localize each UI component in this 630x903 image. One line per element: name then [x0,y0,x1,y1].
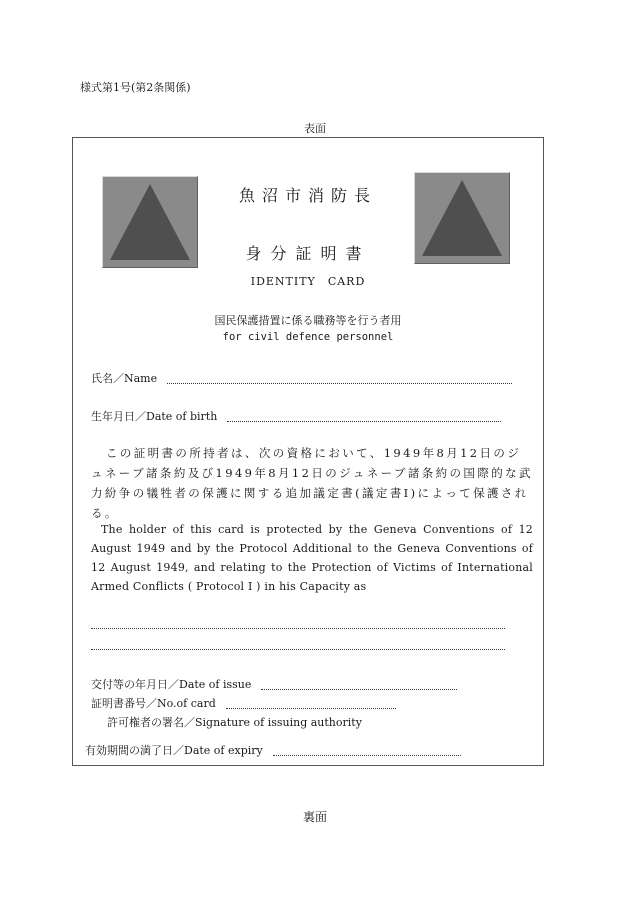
identity-card-front [72,137,544,766]
form-number: 様式第1号(第2条関係) [80,81,191,94]
card-number-field[interactable] [91,695,396,711]
issue-date-field[interactable] [91,676,457,692]
signature-label: 許可権者の署名／Signature of issuing authority [107,716,362,729]
card-title: 身分証明書 [245,244,371,263]
capacity-input-line-2[interactable] [91,649,505,650]
name-label: 氏名／Name [91,372,158,385]
back-side-label: 裏面 [302,810,327,824]
birth-date-field[interactable] [91,408,501,424]
protection-statement-japanese: この証明書の所持者は、次の資格において、1949年8月12日のジュネーブ諸条約及び1949年8月12日のジュネーブ諸条約の国際的な武力紛争の犠牲者の保護に関する追加議定書(議定書Ⅰ)によって保護される。 [91,446,533,520]
protection-statement-english: The holder of this card is protected by the Geneva Conventions of 12 August 1949 and by the Protocol Additional to the Geneva Conventions of 12 August 1949, and relating to the Protection of Victims of International Armed Conflicts ( Protocol I ) in his Capacity as [91,523,533,593]
card-number-input-line[interactable] [226,708,396,709]
card-number-label: 証明書番号／No.of card [91,697,216,710]
card-purpose: 国民保護措置に係る職務等を行う者用 [214,314,402,327]
expiry-date-field[interactable] [85,742,461,758]
card-purpose-english: for civil defence personnel [222,331,394,343]
signature-field [107,714,362,730]
expiry-date-input-line[interactable] [273,755,461,756]
name-input-line[interactable] [167,383,512,384]
birth-date-input-line[interactable] [227,421,501,422]
issue-date-label: 交付等の年月日／Date of issue [91,678,252,691]
front-side-label: 表面 [304,122,326,135]
birth-date-label: 生年月日／Date of birth [91,410,218,423]
capacity-input-line-1[interactable] [91,628,505,629]
issue-date-input-line[interactable] [261,689,457,690]
expiry-date-label: 有効期間の満了日／Date of expiry [85,744,263,757]
card-title-english: IDENTITY CARD [250,275,366,288]
name-field[interactable] [91,370,512,386]
issuing-authority: 魚沼市消防長 [238,186,377,205]
